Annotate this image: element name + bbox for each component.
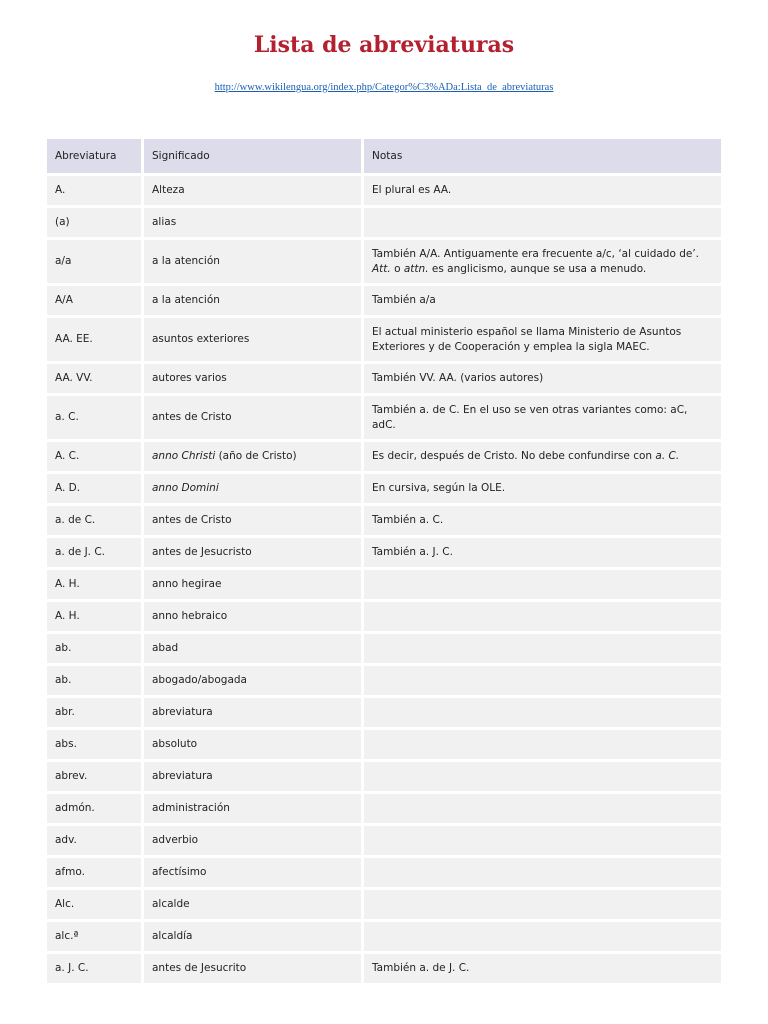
cell-abbreviation: ab. — [47, 634, 144, 663]
cell-meaning-text: abreviatura — [152, 706, 213, 718]
cell-notes — [364, 442, 721, 471]
cell-meaning-text: anno hebraico — [152, 610, 228, 622]
cell-abbreviation: abrev. — [47, 762, 144, 791]
cell-meaning-text: abogado/abogada — [152, 674, 247, 686]
table-row — [47, 442, 721, 471]
table-row — [47, 506, 721, 535]
cell-notes — [364, 538, 721, 567]
cell-meaning-text: absoluto — [152, 738, 198, 750]
document-title: Lista de abreviaturas — [253, 32, 515, 58]
cell-notes — [364, 826, 721, 855]
cell-meaning — [144, 506, 364, 535]
cell-notes — [364, 858, 721, 887]
cell-meaning-text: alias — [152, 216, 177, 228]
cell-meaning-text: antes de Jesucrito — [152, 962, 247, 974]
cell-meaning-text: antes de Cristo — [152, 514, 232, 526]
cell-notes-text: También a. de C. En el uso se ven otras variantes como: aC, adC. — [372, 403, 688, 431]
cell-notes-text: También A/A. Antiguamente era frecuente a/c, ‘al cuidado de’. — [372, 247, 700, 260]
cell-abbreviation: a. J. C. — [47, 954, 144, 983]
cell-notes — [364, 698, 721, 727]
cell-meaning-text: alcalde — [152, 898, 190, 910]
table-row — [47, 602, 721, 631]
cell-abbreviation: A. — [47, 176, 144, 205]
cell-abbreviation: a. de C. — [47, 506, 144, 535]
cell-meaning — [144, 442, 364, 471]
cell-meaning — [144, 364, 364, 393]
table-row — [47, 538, 721, 567]
cell-notes-text: es anglicismo, aunque se usa a menudo. — [428, 262, 647, 275]
table-row — [47, 474, 721, 503]
cell-meaning — [144, 890, 364, 919]
table-row — [47, 318, 721, 361]
cell-abbreviation: abr. — [47, 698, 144, 727]
cell-meaning-text: asuntos exteriores — [152, 333, 250, 345]
table-row — [47, 240, 721, 283]
source-link[interactable]: http://www.wikilengua.org/index.php/Categor%C3%ADa:Lista_de_abreviaturas — [214, 82, 554, 93]
cell-meaning — [144, 730, 364, 759]
cell-notes-text: El plural es AA. — [372, 184, 452, 196]
table-row — [47, 570, 721, 599]
table-row — [47, 922, 721, 951]
cell-abbreviation: a/a — [47, 240, 144, 283]
table-row — [47, 890, 721, 919]
cell-meaning-text: anno Domini — [152, 482, 219, 494]
cell-abbreviation: a. de J. C. — [47, 538, 144, 567]
cell-meaning-text: abad — [152, 642, 179, 654]
table-row — [47, 826, 721, 855]
table-row — [47, 286, 721, 315]
cell-meaning — [144, 570, 364, 599]
table-header-row — [47, 139, 721, 173]
cell-notes — [364, 666, 721, 695]
cell-abbreviation: Alc. — [47, 890, 144, 919]
cell-notes-text: También VV. AA. (varios autores) — [372, 372, 544, 384]
cell-abbreviation: A. H. — [47, 602, 144, 631]
cell-meaning — [144, 176, 364, 205]
table-body — [47, 176, 721, 983]
cell-meaning-text: administración — [152, 802, 230, 814]
cell-meaning — [144, 826, 364, 855]
cell-abbreviation: a. C. — [47, 396, 144, 439]
cell-meaning-text: (año de Cristo) — [215, 450, 297, 462]
cell-abbreviation: admón. — [47, 794, 144, 823]
table-row — [47, 208, 721, 237]
cell-meaning — [144, 240, 364, 283]
cell-meaning — [144, 396, 364, 439]
table-row — [47, 176, 721, 205]
cell-meaning — [144, 794, 364, 823]
cell-abbreviation: A/A — [47, 286, 144, 315]
cell-meaning — [144, 762, 364, 791]
cell-notes — [364, 762, 721, 791]
cell-notes-text: En cursiva, según la OLE. — [372, 482, 506, 494]
cell-meaning-text: anno hegirae — [152, 578, 222, 590]
cell-meaning-text: a la atención — [152, 294, 220, 306]
table-row — [47, 698, 721, 727]
source-url — [0, 82, 768, 93]
cell-notes — [364, 634, 721, 663]
cell-meaning — [144, 208, 364, 237]
cell-notes — [364, 208, 721, 237]
cell-notes-text: El actual ministerio español se llama Ministerio de Asuntos Exteriores y de Cooperación y emplea la sigla MAEC. — [372, 325, 682, 353]
table-row — [47, 666, 721, 695]
cell-notes-text: a. C. — [655, 450, 680, 462]
cell-abbreviation: ab. — [47, 666, 144, 695]
cell-notes — [364, 730, 721, 759]
table-row — [47, 730, 721, 759]
cell-meaning-text: Alteza — [152, 184, 185, 196]
cell-meaning-text: anno Christi — [152, 450, 216, 462]
cell-meaning-text: adverbio — [152, 834, 199, 846]
cell-meaning — [144, 698, 364, 727]
cell-notes-text: También a. de J. C. — [372, 962, 470, 974]
cell-notes — [364, 602, 721, 631]
cell-notes — [364, 318, 721, 361]
cell-meaning — [144, 666, 364, 695]
cell-notes — [364, 396, 721, 439]
cell-abbreviation: alc.ª — [47, 922, 144, 951]
cell-notes-text: attn. — [403, 262, 429, 275]
cell-meaning — [144, 318, 364, 361]
cell-notes-text: También a. C. — [372, 514, 444, 526]
table-row — [47, 954, 721, 983]
cell-meaning-text: antes de Jesucristo — [152, 546, 252, 558]
cell-notes-text: Es decir, después de Cristo. No debe confundirse con — [372, 450, 656, 462]
header-notas: Notas — [364, 139, 721, 173]
table-row — [47, 634, 721, 663]
cell-meaning — [144, 602, 364, 631]
cell-notes-text: o — [390, 262, 404, 275]
cell-meaning — [144, 634, 364, 663]
cell-notes — [364, 922, 721, 951]
cell-meaning — [144, 954, 364, 983]
cell-notes — [364, 570, 721, 599]
cell-meaning — [144, 858, 364, 887]
cell-notes — [364, 890, 721, 919]
cell-abbreviation: afmo. — [47, 858, 144, 887]
cell-abbreviation: AA. VV. — [47, 364, 144, 393]
cell-meaning-text: afectísimo — [152, 866, 207, 878]
header-abreviatura: Abreviatura — [47, 139, 144, 173]
cell-notes — [364, 286, 721, 315]
cell-abbreviation: adv. — [47, 826, 144, 855]
header-significado: Significado — [144, 139, 364, 173]
cell-notes — [364, 954, 721, 983]
abbreviations-table — [47, 136, 721, 986]
cell-meaning — [144, 538, 364, 567]
table-row — [47, 794, 721, 823]
cell-notes — [364, 240, 721, 283]
cell-notes — [364, 176, 721, 205]
cell-meaning-text: abreviatura — [152, 770, 213, 782]
cell-abbreviation: (a) — [47, 208, 144, 237]
cell-meaning — [144, 922, 364, 951]
cell-notes — [364, 506, 721, 535]
cell-meaning-text: autores varios — [152, 372, 227, 384]
cell-notes — [364, 364, 721, 393]
cell-meaning-text: a la atención — [152, 255, 220, 267]
table-row — [47, 858, 721, 887]
cell-meaning — [144, 474, 364, 503]
cell-abbreviation: A. C. — [47, 442, 144, 471]
cell-meaning-text: alcaldía — [152, 930, 193, 942]
cell-notes — [364, 794, 721, 823]
cell-abbreviation: A. D. — [47, 474, 144, 503]
cell-meaning-text: antes de Cristo — [152, 411, 232, 423]
table-row — [47, 364, 721, 393]
table-row — [47, 396, 721, 439]
cell-notes-text: Att. — [372, 262, 391, 275]
table-row — [47, 762, 721, 791]
cell-meaning — [144, 286, 364, 315]
cell-abbreviation: A. H. — [47, 570, 144, 599]
cell-abbreviation: AA. EE. — [47, 318, 144, 361]
cell-notes-text: También a. J. C. — [372, 546, 453, 558]
cell-abbreviation: abs. — [47, 730, 144, 759]
cell-notes-text: También a/a — [372, 294, 436, 306]
cell-notes — [364, 474, 721, 503]
